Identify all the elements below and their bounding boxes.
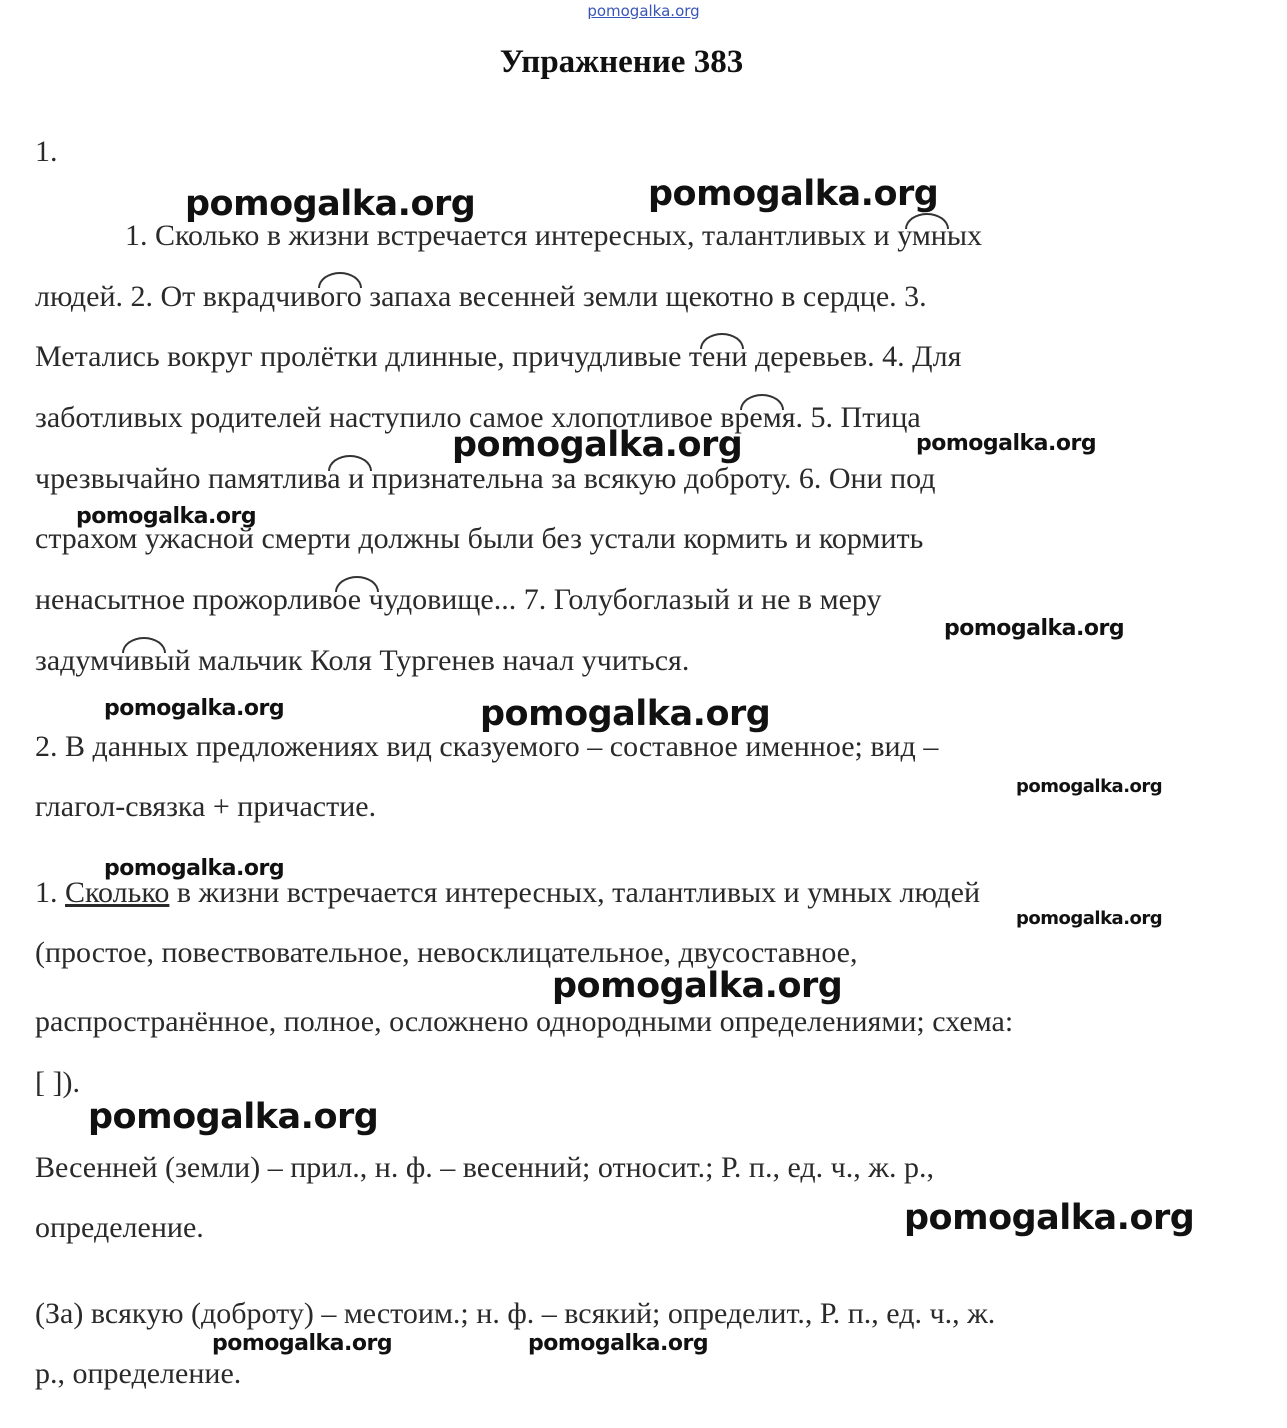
watermark: pomogalka.org [212,1331,393,1356]
watermark: pomogalka.org [552,966,843,1006]
page-title: Упражнение 383 [499,44,744,80]
text-line: глагол-связка + причастие. [35,790,377,823]
text-line: заботливых родителей наступило самое хлопотливое время. 5. Птица [35,401,921,434]
sentence-rest: в жизни встречается интересных, талантливых и умных людей [169,876,981,909]
text-line: р., определение. [35,1357,242,1390]
text-line: людей. 2. От вкрадчивого запаха весенней земли щекотно в сердце. 3. [35,280,927,313]
suffix-mark [318,272,362,288]
watermark: pomogalka.org [185,184,476,224]
suffix-mark [122,637,166,653]
text-line: определение. [35,1211,204,1244]
watermark: pomogalka.org [104,696,285,721]
sentence-prefix: 1. [35,876,65,909]
text-line: распространённое, полное, осложнено однородными определениями; схема: [35,1005,1014,1038]
watermark: pomogalka.org [904,1198,1195,1238]
text-line: Метались вокруг пролётки длинные, причудливые тени деревьев. 4. Для [35,340,962,373]
watermark: pomogalka.org [452,425,743,465]
sentence-subject: Сколько [65,876,170,909]
text-line: страхом ужасной смерти должны были без устали кормить и кормить [35,522,924,555]
watermark: pomogalka.org [916,431,1097,456]
suffix-mark [328,455,372,471]
watermark: pomogalka.org [944,616,1125,641]
watermark: pomogalka.org [1016,776,1163,797]
section-number: 1. [35,135,58,168]
site-link[interactable]: pomogalka.org [587,2,700,20]
text-line: чрезвычайно памятлива и признательна за всякую доброту. 6. Они под [35,462,936,495]
watermark: pomogalka.org [1016,908,1163,929]
suffix-mark [740,394,784,410]
text-line: (За) всякую (доброту) – местоим.; н. ф. – всякий; определит., Р. п., ед. ч., ж. [35,1297,996,1330]
watermark: pomogalka.org [104,856,285,881]
schema-line: [ ]). [35,1066,80,1099]
watermark: pomogalka.org [76,504,257,529]
watermark: pomogalka.org [648,174,939,214]
text-line: ненасытное прожорливое чудовище... 7. Голубоглазый и не в меру [35,583,882,616]
text-line: 1. Сколько в жизни встречается интересных, талантливых и умных [125,219,983,252]
watermark: pomogalka.org [480,694,771,734]
suffix-mark [700,333,744,349]
text-line: (простое, повествовательное, невосклицательное, двусоставное, [35,936,858,969]
text-line: Весенней (земли) – прил., н. ф. – весенний; относит.; Р. п., ед. ч., ж. р., [35,1151,934,1184]
watermark: pomogalka.org [88,1097,379,1137]
watermark: pomogalka.org [528,1331,709,1356]
suffix-mark [335,576,379,592]
text-line: задумчивый мальчик Коля Тургенев начал учиться. [35,644,690,677]
text-line: 2. В данных предложениях вид сказуемого – составное именное; вид – [35,730,939,763]
